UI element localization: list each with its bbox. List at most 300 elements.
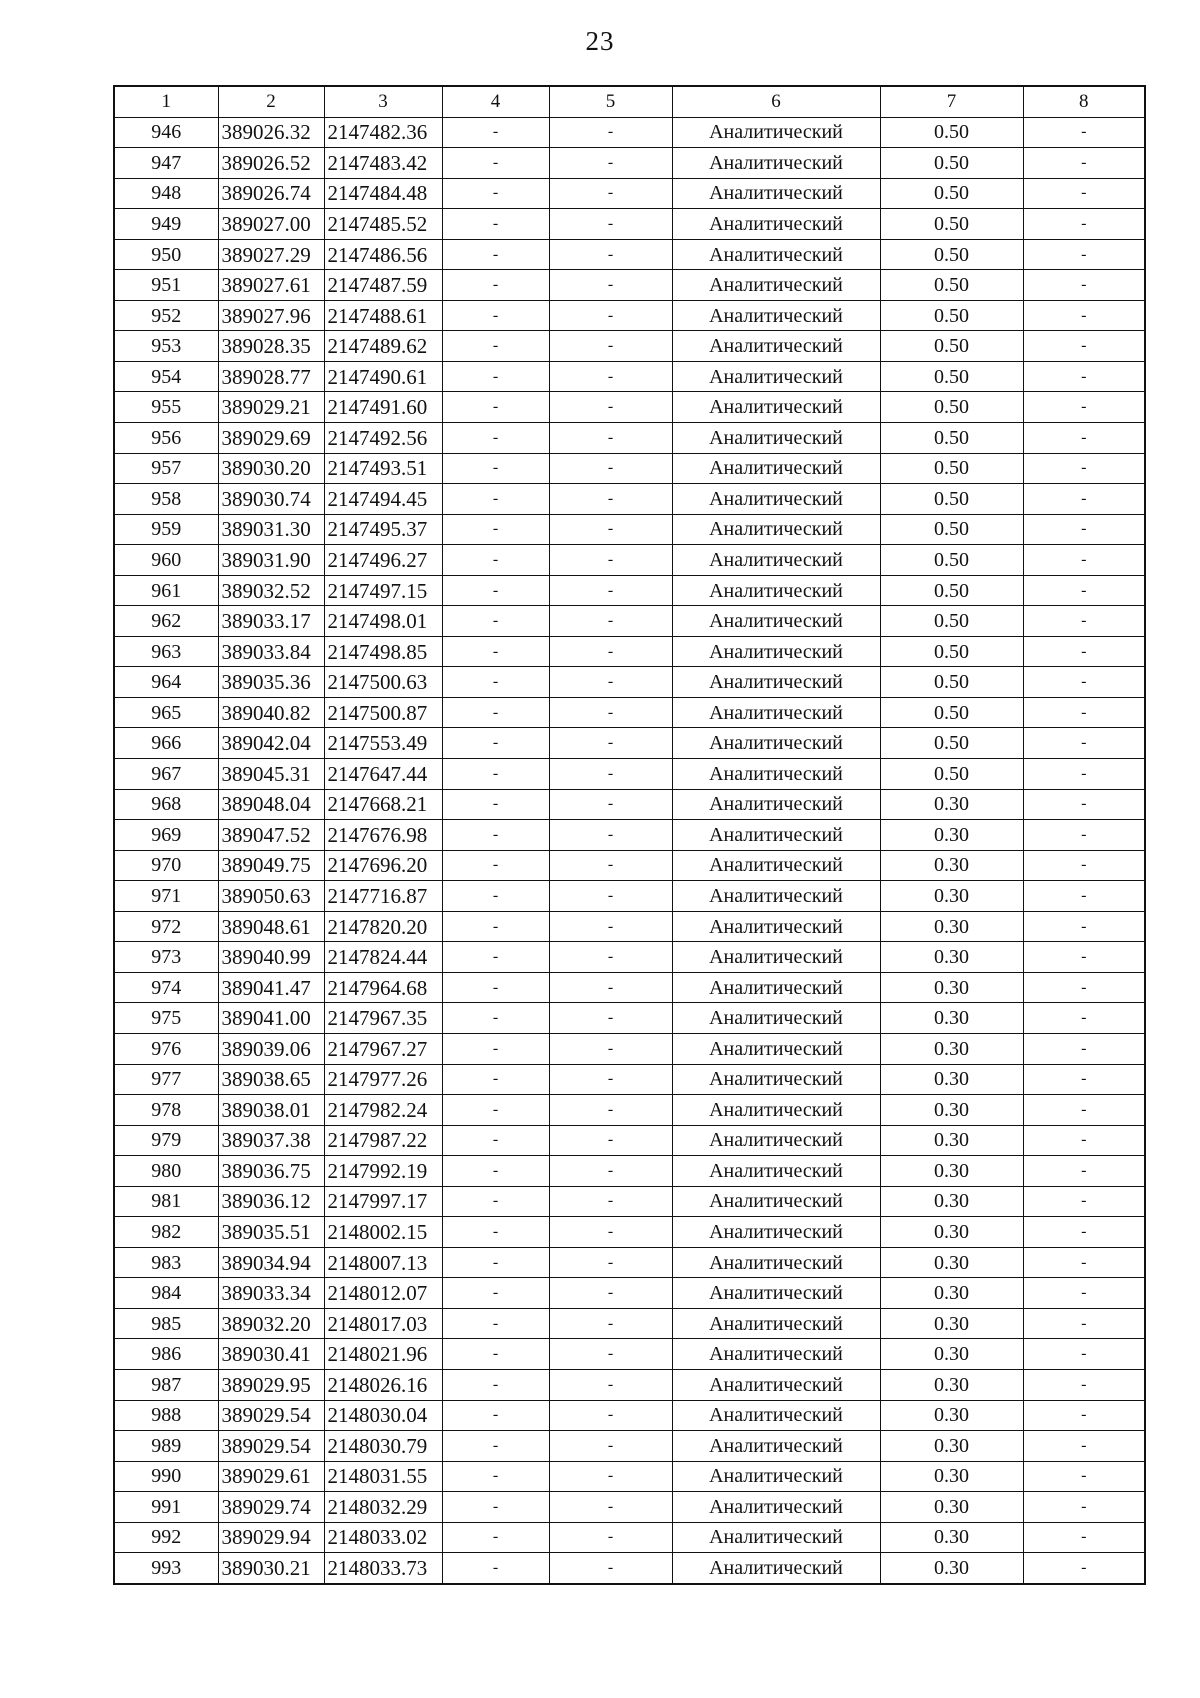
table-row <box>114 1217 1145 1248</box>
y-coordinate-cell: 2147497.15 <box>324 575 442 606</box>
table-row <box>114 1064 1145 1095</box>
col5-cell: - <box>549 850 672 881</box>
coordinates-table <box>113 85 1146 1585</box>
row-number-cell: 992 <box>114 1522 218 1553</box>
table-row <box>114 1522 1145 1553</box>
y-coordinate-cell: 2147997.17 <box>324 1186 442 1217</box>
col5-cell: - <box>549 1308 672 1339</box>
accuracy-cell: 0.30 <box>880 1431 1023 1462</box>
y-coordinate-cell: 2147553.49 <box>324 728 442 759</box>
y-coordinate-cell: 2148012.07 <box>324 1278 442 1309</box>
y-coordinate-cell: 2147498.85 <box>324 636 442 667</box>
col5-cell: - <box>549 1339 672 1370</box>
y-coordinate-cell: 2148030.04 <box>324 1400 442 1431</box>
y-coordinate-cell: 2147982.24 <box>324 1095 442 1126</box>
col5-cell: - <box>549 942 672 973</box>
x-coordinate-cell: 389030.21 <box>218 1553 324 1584</box>
col5-cell: - <box>549 820 672 851</box>
column-header-4: 4 <box>442 86 549 117</box>
accuracy-cell: 0.30 <box>880 1369 1023 1400</box>
y-coordinate-cell: 2147977.26 <box>324 1064 442 1095</box>
col4-cell: - <box>442 178 549 209</box>
col5-cell: - <box>549 178 672 209</box>
x-coordinate-cell: 389029.61 <box>218 1461 324 1492</box>
col4-cell: - <box>442 484 549 515</box>
col5-cell: - <box>549 1553 672 1584</box>
col4-cell: - <box>442 1492 549 1523</box>
y-coordinate-cell: 2148032.29 <box>324 1492 442 1523</box>
col4-cell: - <box>442 1095 549 1126</box>
y-coordinate-cell: 2147487.59 <box>324 270 442 301</box>
col8-cell: - <box>1023 1339 1145 1370</box>
row-number-cell: 954 <box>114 361 218 392</box>
col8-cell: - <box>1023 636 1145 667</box>
col5-cell: - <box>549 331 672 362</box>
x-coordinate-cell: 389028.35 <box>218 331 324 362</box>
method-cell: Аналитический <box>672 545 880 576</box>
y-coordinate-cell: 2147495.37 <box>324 514 442 545</box>
col8-cell: - <box>1023 453 1145 484</box>
accuracy-cell: 0.30 <box>880 1553 1023 1584</box>
column-header-5: 5 <box>549 86 672 117</box>
col4-cell: - <box>442 1217 549 1248</box>
table-row <box>114 1492 1145 1523</box>
x-coordinate-cell: 389026.32 <box>218 117 324 148</box>
x-coordinate-cell: 389032.52 <box>218 575 324 606</box>
row-number-cell: 953 <box>114 331 218 362</box>
x-coordinate-cell: 389050.63 <box>218 881 324 912</box>
row-number-cell: 988 <box>114 1400 218 1431</box>
col5-cell: - <box>549 1095 672 1126</box>
row-number-cell: 963 <box>114 636 218 667</box>
col5-cell: - <box>549 270 672 301</box>
col4-cell: - <box>442 911 549 942</box>
y-coordinate-cell: 2147992.19 <box>324 1156 442 1187</box>
accuracy-cell: 0.50 <box>880 575 1023 606</box>
x-coordinate-cell: 389048.61 <box>218 911 324 942</box>
row-number-cell: 960 <box>114 545 218 576</box>
x-coordinate-cell: 389041.47 <box>218 972 324 1003</box>
col5-cell: - <box>549 1278 672 1309</box>
table-row <box>114 1431 1145 1462</box>
col5-cell: - <box>549 1186 672 1217</box>
method-cell: Аналитический <box>672 1247 880 1278</box>
method-cell: Аналитический <box>672 1553 880 1584</box>
col8-cell: - <box>1023 423 1145 454</box>
accuracy-cell: 0.30 <box>880 1003 1023 1034</box>
x-coordinate-cell: 389036.75 <box>218 1156 324 1187</box>
col4-cell: - <box>442 300 549 331</box>
accuracy-cell: 0.30 <box>880 1400 1023 1431</box>
table-row <box>114 942 1145 973</box>
x-coordinate-cell: 389027.61 <box>218 270 324 301</box>
table-row <box>114 575 1145 606</box>
col8-cell: - <box>1023 209 1145 240</box>
col8-cell: - <box>1023 942 1145 973</box>
col4-cell: - <box>442 1033 549 1064</box>
x-coordinate-cell: 389035.36 <box>218 667 324 698</box>
method-cell: Аналитический <box>672 1033 880 1064</box>
col4-cell: - <box>442 881 549 912</box>
x-coordinate-cell: 389034.94 <box>218 1247 324 1278</box>
x-coordinate-cell: 389036.12 <box>218 1186 324 1217</box>
table-row <box>114 239 1145 270</box>
row-number-cell: 969 <box>114 820 218 851</box>
col5-cell: - <box>549 667 672 698</box>
accuracy-cell: 0.30 <box>880 820 1023 851</box>
col8-cell: - <box>1023 575 1145 606</box>
table-row <box>114 1125 1145 1156</box>
row-number-cell: 981 <box>114 1186 218 1217</box>
row-number-cell: 951 <box>114 270 218 301</box>
row-number-cell: 958 <box>114 484 218 515</box>
x-coordinate-cell: 389033.17 <box>218 606 324 637</box>
col4-cell: - <box>442 1003 549 1034</box>
col4-cell: - <box>442 606 549 637</box>
method-cell: Аналитический <box>672 1308 880 1339</box>
accuracy-cell: 0.30 <box>880 881 1023 912</box>
accuracy-cell: 0.30 <box>880 1339 1023 1370</box>
x-coordinate-cell: 389029.54 <box>218 1400 324 1431</box>
method-cell: Аналитический <box>672 1431 880 1462</box>
col8-cell: - <box>1023 239 1145 270</box>
accuracy-cell: 0.30 <box>880 1522 1023 1553</box>
y-coordinate-cell: 2147647.44 <box>324 759 442 790</box>
col5-cell: - <box>549 1125 672 1156</box>
table-row <box>114 361 1145 392</box>
table-row <box>114 1033 1145 1064</box>
row-number-cell: 986 <box>114 1339 218 1370</box>
y-coordinate-cell: 2147668.21 <box>324 789 442 820</box>
col4-cell: - <box>442 1553 549 1584</box>
row-number-cell: 962 <box>114 606 218 637</box>
method-cell: Аналитический <box>672 1339 880 1370</box>
col5-cell: - <box>549 361 672 392</box>
col4-cell: - <box>442 117 549 148</box>
table-row <box>114 1247 1145 1278</box>
y-coordinate-cell: 2147967.35 <box>324 1003 442 1034</box>
col5-cell: - <box>549 728 672 759</box>
x-coordinate-cell: 389047.52 <box>218 820 324 851</box>
y-coordinate-cell: 2148033.02 <box>324 1522 442 1553</box>
y-coordinate-cell: 2147485.52 <box>324 209 442 240</box>
y-coordinate-cell: 2147987.22 <box>324 1125 442 1156</box>
col8-cell: - <box>1023 1064 1145 1095</box>
y-coordinate-cell: 2147716.87 <box>324 881 442 912</box>
table-row <box>114 667 1145 698</box>
column-header-1: 1 <box>114 86 218 117</box>
col8-cell: - <box>1023 789 1145 820</box>
method-cell: Аналитический <box>672 972 880 1003</box>
x-coordinate-cell: 389040.82 <box>218 697 324 728</box>
col5-cell: - <box>549 1461 672 1492</box>
table-row <box>114 820 1145 851</box>
accuracy-cell: 0.50 <box>880 453 1023 484</box>
col4-cell: - <box>442 636 549 667</box>
method-cell: Аналитический <box>672 1522 880 1553</box>
table-row <box>114 911 1145 942</box>
accuracy-cell: 0.30 <box>880 1217 1023 1248</box>
col8-cell: - <box>1023 1492 1145 1523</box>
col4-cell: - <box>442 728 549 759</box>
method-cell: Аналитический <box>672 239 880 270</box>
col5-cell: - <box>549 1156 672 1187</box>
row-number-cell: 979 <box>114 1125 218 1156</box>
x-coordinate-cell: 389026.74 <box>218 178 324 209</box>
y-coordinate-cell: 2147486.56 <box>324 239 442 270</box>
col5-cell: - <box>549 911 672 942</box>
column-header-8: 8 <box>1023 86 1145 117</box>
col4-cell: - <box>442 820 549 851</box>
row-number-cell: 966 <box>114 728 218 759</box>
col4-cell: - <box>442 209 549 240</box>
method-cell: Аналитический <box>672 1156 880 1187</box>
accuracy-cell: 0.50 <box>880 361 1023 392</box>
table-header-row <box>114 86 1145 117</box>
col5-cell: - <box>549 239 672 270</box>
method-cell: Аналитический <box>672 209 880 240</box>
y-coordinate-cell: 2147500.63 <box>324 667 442 698</box>
accuracy-cell: 0.50 <box>880 239 1023 270</box>
col4-cell: - <box>442 514 549 545</box>
y-coordinate-cell: 2147488.61 <box>324 300 442 331</box>
y-coordinate-cell: 2147498.01 <box>324 606 442 637</box>
col8-cell: - <box>1023 1278 1145 1309</box>
x-coordinate-cell: 389045.31 <box>218 759 324 790</box>
row-number-cell: 985 <box>114 1308 218 1339</box>
method-cell: Аналитический <box>672 484 880 515</box>
col5-cell: - <box>549 209 672 240</box>
y-coordinate-cell: 2147494.45 <box>324 484 442 515</box>
x-coordinate-cell: 389031.90 <box>218 545 324 576</box>
col8-cell: - <box>1023 972 1145 1003</box>
col4-cell: - <box>442 1522 549 1553</box>
method-cell: Аналитический <box>672 789 880 820</box>
x-coordinate-cell: 389029.21 <box>218 392 324 423</box>
table-row <box>114 1339 1145 1370</box>
method-cell: Аналитический <box>672 117 880 148</box>
accuracy-cell: 0.50 <box>880 606 1023 637</box>
method-cell: Аналитический <box>672 392 880 423</box>
col5-cell: - <box>549 1064 672 1095</box>
table-row <box>114 606 1145 637</box>
table-row <box>114 1278 1145 1309</box>
method-cell: Аналитический <box>672 1461 880 1492</box>
table-row <box>114 1003 1145 1034</box>
col4-cell: - <box>442 1064 549 1095</box>
table-body <box>114 86 1145 1584</box>
col5-cell: - <box>549 881 672 912</box>
x-coordinate-cell: 389032.20 <box>218 1308 324 1339</box>
accuracy-cell: 0.30 <box>880 1278 1023 1309</box>
x-coordinate-cell: 389029.95 <box>218 1369 324 1400</box>
col4-cell: - <box>442 1247 549 1278</box>
y-coordinate-cell: 2147492.56 <box>324 423 442 454</box>
row-number-cell: 947 <box>114 148 218 179</box>
accuracy-cell: 0.50 <box>880 392 1023 423</box>
table-row <box>114 178 1145 209</box>
col8-cell: - <box>1023 1247 1145 1278</box>
method-cell: Аналитический <box>672 1278 880 1309</box>
x-coordinate-cell: 389028.77 <box>218 361 324 392</box>
row-number-cell: 946 <box>114 117 218 148</box>
x-coordinate-cell: 389030.41 <box>218 1339 324 1370</box>
row-number-cell: 956 <box>114 423 218 454</box>
y-coordinate-cell: 2148017.03 <box>324 1308 442 1339</box>
col5-cell: - <box>549 1247 672 1278</box>
table-row <box>114 331 1145 362</box>
row-number-cell: 972 <box>114 911 218 942</box>
table-row <box>114 148 1145 179</box>
y-coordinate-cell: 2148007.13 <box>324 1247 442 1278</box>
row-number-cell: 952 <box>114 300 218 331</box>
col8-cell: - <box>1023 178 1145 209</box>
col4-cell: - <box>442 239 549 270</box>
method-cell: Аналитический <box>672 1186 880 1217</box>
accuracy-cell: 0.50 <box>880 148 1023 179</box>
col4-cell: - <box>442 361 549 392</box>
method-cell: Аналитический <box>672 1003 880 1034</box>
method-cell: Аналитический <box>672 1095 880 1126</box>
method-cell: Аналитический <box>672 361 880 392</box>
row-number-cell: 948 <box>114 178 218 209</box>
col8-cell: - <box>1023 1095 1145 1126</box>
row-number-cell: 968 <box>114 789 218 820</box>
row-number-cell: 976 <box>114 1033 218 1064</box>
y-coordinate-cell: 2147964.68 <box>324 972 442 1003</box>
method-cell: Аналитический <box>672 636 880 667</box>
accuracy-cell: 0.30 <box>880 1033 1023 1064</box>
col4-cell: - <box>442 545 549 576</box>
y-coordinate-cell: 2147484.48 <box>324 178 442 209</box>
column-header-2: 2 <box>218 86 324 117</box>
accuracy-cell: 0.30 <box>880 972 1023 1003</box>
col8-cell: - <box>1023 1522 1145 1553</box>
col8-cell: - <box>1023 1369 1145 1400</box>
x-coordinate-cell: 389026.52 <box>218 148 324 179</box>
x-coordinate-cell: 389037.38 <box>218 1125 324 1156</box>
col4-cell: - <box>442 453 549 484</box>
method-cell: Аналитический <box>672 270 880 301</box>
col5-cell: - <box>549 1400 672 1431</box>
method-cell: Аналитический <box>672 850 880 881</box>
col4-cell: - <box>442 1369 549 1400</box>
method-cell: Аналитический <box>672 148 880 179</box>
accuracy-cell: 0.30 <box>880 1064 1023 1095</box>
col5-cell: - <box>549 1003 672 1034</box>
method-cell: Аналитический <box>672 881 880 912</box>
col5-cell: - <box>549 1369 672 1400</box>
x-coordinate-cell: 389030.20 <box>218 453 324 484</box>
col8-cell: - <box>1023 820 1145 851</box>
table-row <box>114 636 1145 667</box>
accuracy-cell: 0.30 <box>880 1186 1023 1217</box>
x-coordinate-cell: 389033.34 <box>218 1278 324 1309</box>
accuracy-cell: 0.50 <box>880 209 1023 240</box>
accuracy-cell: 0.30 <box>880 942 1023 973</box>
x-coordinate-cell: 389039.06 <box>218 1033 324 1064</box>
y-coordinate-cell: 2147676.98 <box>324 820 442 851</box>
x-coordinate-cell: 389031.30 <box>218 514 324 545</box>
col4-cell: - <box>442 667 549 698</box>
accuracy-cell: 0.30 <box>880 1095 1023 1126</box>
col5-cell: - <box>549 545 672 576</box>
y-coordinate-cell: 2147482.36 <box>324 117 442 148</box>
col8-cell: - <box>1023 1125 1145 1156</box>
method-cell: Аналитический <box>672 728 880 759</box>
col4-cell: - <box>442 1431 549 1462</box>
y-coordinate-cell: 2148033.73 <box>324 1553 442 1584</box>
table-row <box>114 484 1145 515</box>
col8-cell: - <box>1023 1431 1145 1462</box>
y-coordinate-cell: 2147696.20 <box>324 850 442 881</box>
row-number-cell: 987 <box>114 1369 218 1400</box>
accuracy-cell: 0.50 <box>880 697 1023 728</box>
col8-cell: - <box>1023 331 1145 362</box>
col4-cell: - <box>442 789 549 820</box>
row-number-cell: 977 <box>114 1064 218 1095</box>
col5-cell: - <box>549 1492 672 1523</box>
col5-cell: - <box>549 759 672 790</box>
table-row <box>114 300 1145 331</box>
x-coordinate-cell: 389038.65 <box>218 1064 324 1095</box>
y-coordinate-cell: 2148021.96 <box>324 1339 442 1370</box>
col4-cell: - <box>442 1400 549 1431</box>
col5-cell: - <box>549 972 672 1003</box>
table-row <box>114 209 1145 240</box>
column-header-7: 7 <box>880 86 1023 117</box>
col4-cell: - <box>442 1186 549 1217</box>
col8-cell: - <box>1023 911 1145 942</box>
column-header-3: 3 <box>324 86 442 117</box>
method-cell: Аналитический <box>672 575 880 606</box>
accuracy-cell: 0.50 <box>880 423 1023 454</box>
method-cell: Аналитический <box>672 1492 880 1523</box>
col4-cell: - <box>442 850 549 881</box>
table-row <box>114 1553 1145 1584</box>
table-row <box>114 423 1145 454</box>
col4-cell: - <box>442 1156 549 1187</box>
y-coordinate-cell: 2147967.27 <box>324 1033 442 1064</box>
row-number-cell: 961 <box>114 575 218 606</box>
col4-cell: - <box>442 759 549 790</box>
method-cell: Аналитический <box>672 942 880 973</box>
accuracy-cell: 0.50 <box>880 300 1023 331</box>
method-cell: Аналитический <box>672 759 880 790</box>
col5-cell: - <box>549 423 672 454</box>
row-number-cell: 980 <box>114 1156 218 1187</box>
col5-cell: - <box>549 1033 672 1064</box>
col4-cell: - <box>442 392 549 423</box>
y-coordinate-cell: 2147820.20 <box>324 911 442 942</box>
page-number: 23 <box>585 26 615 56</box>
col8-cell: - <box>1023 392 1145 423</box>
row-number-cell: 949 <box>114 209 218 240</box>
accuracy-cell: 0.50 <box>880 728 1023 759</box>
col4-cell: - <box>442 1278 549 1309</box>
col4-cell: - <box>442 1125 549 1156</box>
x-coordinate-cell: 389049.75 <box>218 850 324 881</box>
x-coordinate-cell: 389027.00 <box>218 209 324 240</box>
col8-cell: - <box>1023 361 1145 392</box>
table-row <box>114 514 1145 545</box>
col8-cell: - <box>1023 850 1145 881</box>
col5-cell: - <box>549 117 672 148</box>
method-cell: Аналитический <box>672 911 880 942</box>
method-cell: Аналитический <box>672 300 880 331</box>
row-number-cell: 983 <box>114 1247 218 1278</box>
method-cell: Аналитический <box>672 667 880 698</box>
